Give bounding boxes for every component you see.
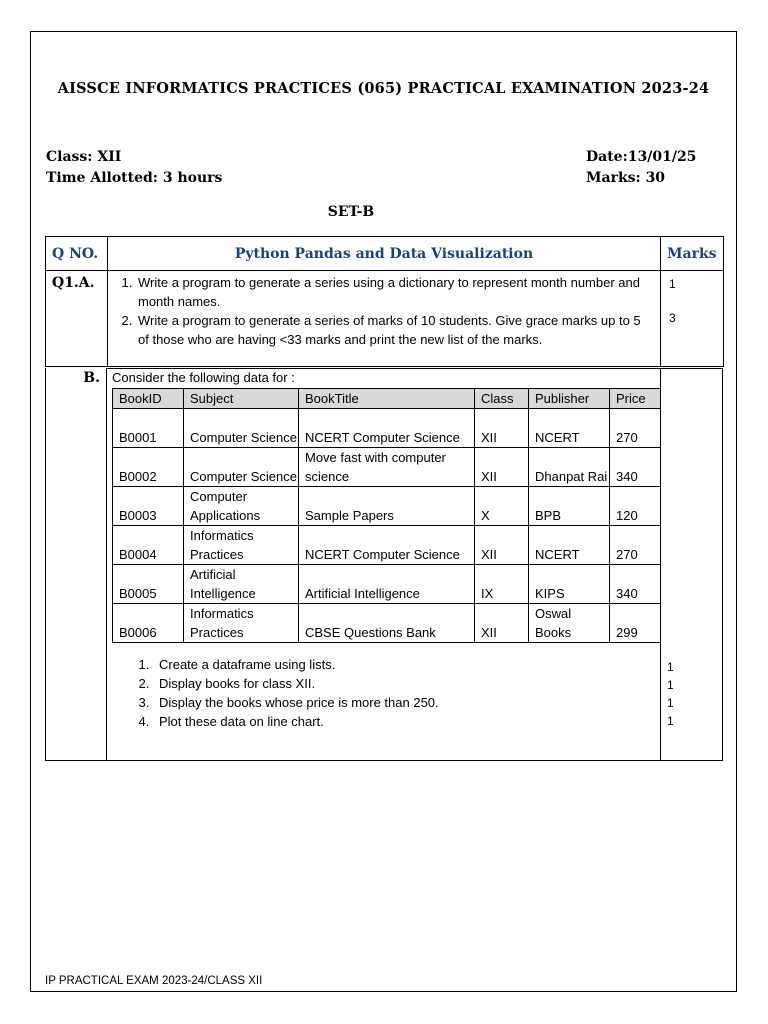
table-cell: NCERT — [529, 409, 610, 448]
table-cell: XII — [475, 448, 529, 487]
topic-header: Python Pandas and Data Visualization — [108, 237, 661, 271]
table-cell: B0006 — [113, 604, 184, 643]
q1b-content — [107, 368, 660, 761]
table-cell: KIPS — [529, 565, 610, 604]
table-cell: XII — [475, 604, 529, 643]
exam-date: Date:13/01/25 — [586, 149, 697, 165]
table-cell: Sample Papers — [299, 487, 475, 526]
table-cell: X — [475, 487, 529, 526]
table-cell: Computer Science — [184, 448, 299, 487]
table-row — [113, 448, 661, 487]
q1b-mark-3: 1 — [667, 696, 674, 710]
table-row — [113, 604, 661, 643]
table-row — [113, 565, 661, 604]
q1b-task-3: 3. Display the books whose price is more than 250. — [153, 693, 439, 712]
question-table — [45, 236, 724, 367]
table-cell: Dhanpat Rai — [529, 448, 610, 487]
table-cell: 270 — [610, 409, 661, 448]
table-cell: 340 — [610, 565, 661, 604]
qno-header: Q NO. — [46, 237, 108, 271]
time-allotted: Time Allotted: 3 hours — [46, 170, 223, 186]
table-cell: Computer Applications — [184, 487, 299, 526]
table-cell: Move fast with computer science — [299, 448, 475, 487]
class-label: Class: XII — [46, 149, 122, 165]
col-header: Subject — [184, 389, 299, 409]
col-header: BookTitle — [299, 389, 475, 409]
q1b-task-4: 4. Plot these data on line chart. — [153, 712, 439, 731]
books-table-header — [113, 389, 661, 409]
q1b-task-2: 2. Display books for class XII. — [153, 674, 439, 693]
exam-page — [30, 31, 737, 992]
table-cell: XII — [475, 526, 529, 565]
q1a-item-1: 1. Write a program to generate a series using a dictionary to represent month number and month names. — [136, 273, 652, 311]
marks-header: Marks — [661, 237, 724, 271]
q1b-task-list — [112, 655, 439, 731]
table-row — [113, 487, 661, 526]
table-cell: 120 — [610, 487, 661, 526]
table-cell: IX — [475, 565, 529, 604]
q1b-task-1: 1. Create a dataframe using lists. — [153, 655, 439, 674]
q1b-marks — [667, 658, 674, 730]
q1a-label: Q1.A. — [46, 271, 108, 367]
question-table-header — [46, 237, 724, 271]
q1a-mark-2: 3 — [669, 311, 676, 325]
table-cell: NCERT — [529, 526, 610, 565]
table-cell: B0005 — [113, 565, 184, 604]
table-cell: Artificial Intelligence — [299, 565, 475, 604]
q1b-intro: Consider the following data for : — [112, 370, 295, 385]
table-row — [113, 526, 661, 565]
q1b-label-cell — [45, 368, 107, 761]
question-row-q1a — [46, 271, 724, 367]
q1b-label: B. — [83, 370, 100, 386]
q1a-marks — [661, 271, 724, 367]
q1a-list — [108, 271, 660, 349]
q1b-mark-1: 1 — [667, 660, 674, 674]
question-row-q1b — [45, 368, 723, 761]
table-cell: BPB — [529, 487, 610, 526]
q1a-mark-1: 1 — [669, 277, 676, 291]
table-cell: 270 — [610, 526, 661, 565]
table-cell: Informatics Practices — [184, 526, 299, 565]
total-marks: Marks: 30 — [586, 170, 666, 186]
table-cell: B0004 — [113, 526, 184, 565]
table-cell: 340 — [610, 448, 661, 487]
table-cell: B0001 — [113, 409, 184, 448]
table-cell: Artificial Intelligence — [184, 565, 299, 604]
q1b-mark-4: 1 — [667, 714, 674, 728]
exam-title: AISSCE INFORMATICS PRACTICES (065) PRACTICAL EXAMINATION 2023-24 — [57, 80, 710, 97]
col-header: Class — [475, 389, 529, 409]
table-cell: B0002 — [113, 448, 184, 487]
page-footer: IP PRACTICAL EXAM 2023-24/CLASS XII — [45, 975, 263, 987]
table-cell: B0003 — [113, 487, 184, 526]
q1a-item-2: 2. Write a program to generate a series of marks of 10 students. Give grace marks up to 5 of those who are having <33 marks and print the new list of the marks. — [136, 311, 652, 349]
table-cell: NCERT Computer Science — [299, 526, 475, 565]
col-header: BookID — [113, 389, 184, 409]
table-row — [113, 409, 661, 448]
q1b-mark-2: 1 — [667, 678, 674, 692]
table-cell: 299 — [610, 604, 661, 643]
table-cell: NCERT Computer Science — [299, 409, 475, 448]
col-header: Price — [610, 389, 661, 409]
table-cell: Oswal Books — [529, 604, 610, 643]
col-header: Publisher — [529, 389, 610, 409]
table-cell: Computer Science — [184, 409, 299, 448]
table-cell: Informatics Practices — [184, 604, 299, 643]
books-table — [112, 388, 661, 643]
q1a-content — [108, 271, 661, 367]
table-cell: CBSE Questions Bank — [299, 604, 475, 643]
q1b-marks-cell — [660, 368, 723, 761]
set-label: SET-B — [327, 204, 375, 220]
table-cell: XII — [475, 409, 529, 448]
